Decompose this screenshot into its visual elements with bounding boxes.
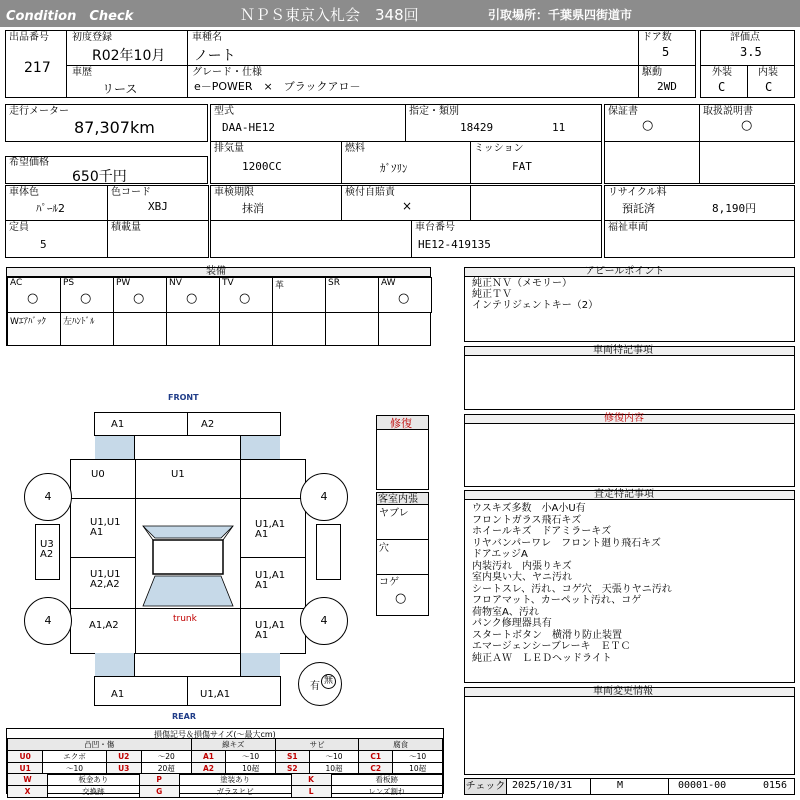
mileage-label: 走行メーター (9, 106, 69, 117)
rear-quarter-right-text: U1,A1 A1 (255, 620, 286, 641)
displacement-label: 排気量 (214, 143, 244, 154)
equipment-cell (7, 277, 61, 313)
legend-cell: 〜20 (141, 751, 191, 763)
legend-cell: K (291, 774, 331, 786)
inspection-notes-lines (472, 503, 672, 664)
front-bumper-right-text: A2 (201, 419, 215, 430)
color-code-value: XBJ (148, 200, 168, 213)
legend-header: 線キズ (191, 739, 275, 751)
mission-value: FAT (512, 160, 532, 173)
recycle-status: 預託済 (622, 202, 655, 215)
spec-label: 指定・類別 (409, 106, 459, 117)
doors-value: 5 (662, 45, 670, 59)
tire-rear-right-value: 4 (320, 614, 328, 627)
appeal-line: 純正ＮＶ（メモリー） (472, 278, 572, 289)
history-label: 車歴 (72, 67, 92, 78)
equipment-value: ○ (80, 291, 92, 306)
exterior-label: 外装 (712, 67, 732, 78)
price-value: 650千円 (72, 169, 127, 185)
legend-cell: U0 (8, 751, 43, 763)
legend-cell: ガラスヒビ (179, 786, 291, 798)
equipment-cell (378, 277, 432, 313)
inspection-note-line: エマージェンシーブレーキ ＥＴＣ (472, 641, 631, 652)
equipment-cell (113, 312, 167, 346)
legend-cell: U2 (106, 751, 141, 763)
front-fender-left-text: U1,U1 A1 (90, 517, 121, 538)
liability-value: × (402, 199, 413, 213)
lot-value: 217 (24, 60, 51, 76)
color-label: 車体色 (9, 187, 39, 198)
footer-code: 00001-00 (678, 780, 727, 791)
hood-left-text: U0 (91, 469, 105, 480)
tire-front-left-value: 4 (44, 490, 52, 503)
grade-value: e－POWER × ブラックアロ－ (194, 80, 361, 93)
tire-rear-right (300, 597, 348, 645)
hood-right-text: U1 (171, 469, 185, 480)
score-label: 評価点 (730, 32, 760, 43)
doors-label: ドア数 (642, 32, 672, 43)
equipment-value: ○ (398, 291, 410, 306)
equipment-cell (113, 277, 167, 313)
legend-cell: 塗装あり (179, 774, 291, 786)
legend-cell: U3 (106, 763, 141, 775)
rear-center (134, 653, 241, 677)
legend-cell: A2 (191, 763, 226, 775)
legend-cell: 看板跡 (331, 774, 442, 786)
legend-cell: X (8, 786, 48, 798)
warranty-value: ○ (642, 118, 654, 133)
equipment-label: SR (328, 278, 340, 288)
inspection-note-line: ホイールキズ ドアミラーキズ (472, 526, 612, 537)
inspection-note-line: 内装汚れ 内張りキズ (472, 560, 572, 572)
inspection-note-line: シートスレ、汚れ、コゲ穴 天張りヤニ汚れ (472, 583, 672, 595)
legend-cell: 20超 (141, 763, 191, 775)
footer-divider-2 (668, 778, 669, 795)
appeal-title: アピールポイント (585, 266, 665, 277)
equipment-label: TV (222, 278, 234, 288)
score-value: 3.5 (740, 45, 762, 59)
front-bumper-left-text: A1 (111, 419, 125, 430)
legend-cell: 〜10 (393, 751, 443, 763)
manual-value: ○ (741, 118, 753, 133)
color-value: ﾊﾟｰﾙ2 (36, 202, 65, 215)
legend-cell: 板金あり (48, 774, 140, 786)
front-corner-left (95, 436, 135, 460)
legend-cell: 〜10 (43, 763, 106, 775)
rear-quarter-left-text: A1,A2 (89, 620, 119, 631)
appeal-line: 純正ＴＶ (472, 289, 512, 300)
legend-cell: S1 (275, 751, 309, 763)
front-fender-right-text: U1,A1 A1 (255, 519, 286, 540)
welfare-label: 福祉車両 (608, 222, 648, 233)
equipment-cell (219, 277, 273, 313)
legend-cell: U1 (8, 763, 43, 775)
header-right-title: 引取場所：千葉県四街道市 (488, 8, 633, 22)
type-label: 型式 (214, 106, 234, 117)
inspection-label: 車検期限 (214, 187, 254, 198)
inspection-note-line: ドアエッジA (472, 549, 528, 560)
equipment-value: ○ (133, 291, 145, 306)
spec-value2: 11 (552, 121, 566, 134)
rear-corner-left (95, 653, 135, 677)
interior-label: 内装 (758, 67, 778, 78)
model-value: ノート (194, 48, 236, 64)
repair-content-title: 修復内容 (604, 413, 644, 424)
legend-header: 凸凹・傷 (8, 739, 192, 751)
equipment-label: 左ﾊﾝﾄﾞﾙ (63, 317, 95, 327)
lot-label: 出品番号 (9, 32, 49, 43)
appeal-line: インテリジェントキー（2） (472, 300, 599, 311)
repair-box-title: 修復 (390, 417, 412, 430)
legend-grid (7, 738, 443, 775)
tire-rear-left (24, 597, 72, 645)
change-info-title: 車両変更情報 (593, 686, 653, 697)
interior-item-1-label: ヤブレ (379, 508, 409, 519)
front-center (134, 436, 241, 460)
interior-item-3-value: ○ (395, 591, 407, 606)
rear-door-right-text: U1,A1 A1 (255, 570, 286, 591)
mission-label: ミッション (474, 143, 524, 154)
type-value: DAA-HE12 (222, 121, 275, 134)
spare-status-circle (321, 674, 336, 689)
legend-header: サビ (275, 739, 358, 751)
recycle-label: リサイクル料 (608, 187, 667, 198)
model-cell (187, 30, 639, 66)
manual-label: 取扱説明書 (703, 106, 753, 117)
interior-value: C (765, 80, 773, 94)
equipment-value: ○ (186, 291, 198, 306)
panel-rear-quarter-left (70, 608, 136, 654)
legend-cell: G (139, 786, 179, 798)
legend-title: 損傷記号＆損傷サイズ(〜最大cm) (154, 730, 276, 739)
recycle-value: 8,190円 (712, 202, 757, 215)
legend-cell: 10超 (226, 763, 276, 775)
interior-item-2-label: 穴 (379, 543, 389, 554)
trunk-label: trunk (173, 614, 197, 624)
header-center-title: ＮＰＳ東京入札会 348回 (240, 6, 419, 24)
equipment-value: ○ (239, 291, 251, 306)
spare-label: 有 (310, 681, 320, 692)
capacity-value: 5 (40, 238, 47, 251)
panel-front-bumper-left (94, 412, 188, 436)
equipment-label: PS (63, 278, 75, 288)
history-value: リース (102, 82, 138, 96)
equipment-cell (325, 312, 379, 346)
legend-cell: A1 (191, 751, 226, 763)
legend-cell: C1 (359, 751, 393, 763)
footer-divider-1 (590, 778, 591, 795)
footer-check-label: チェック (465, 781, 506, 792)
equipment-label: PW (116, 278, 131, 288)
equipment-cell (7, 312, 61, 346)
equipment-cell (166, 312, 220, 346)
interior-box-title: 客室内張 (378, 494, 418, 505)
left-mirror-text: U3 A2 (40, 539, 54, 560)
row2-blank-divider (699, 141, 700, 184)
rear-corner-right (240, 653, 280, 677)
panel-hood-right (240, 459, 306, 499)
legend-cell: 10超 (309, 763, 359, 775)
fuel-label: 燃料 (345, 143, 365, 154)
equipment-cell (60, 312, 114, 346)
first-reg-value: R02年10月 (92, 48, 166, 64)
equipment-cell (219, 312, 273, 346)
appeal-lines (472, 278, 598, 311)
legend-cell: 10超 (393, 763, 443, 775)
displacement-value: 1200CC (242, 160, 282, 173)
legend-cell: 交換跡 (48, 786, 140, 798)
legend-cell: 〜10 (226, 751, 276, 763)
panel-hood-center (135, 459, 241, 499)
chassis-value: HE12-419135 (418, 238, 491, 251)
interior-item-3-label: コゲ (379, 577, 399, 588)
legend-cell: 〜10 (309, 751, 359, 763)
inspection-note-line: パンク修理器具有 (472, 618, 552, 629)
load-label: 積載量 (111, 222, 141, 233)
row3-blank-2 (210, 220, 412, 258)
equipment-cell (60, 277, 114, 313)
equipment-title: 装備 (206, 266, 226, 277)
drive-label: 駆動 (642, 67, 662, 78)
panel-right-mirror (316, 524, 341, 580)
equipment-label: AW (381, 278, 396, 288)
chassis-label: 車台番号 (415, 222, 455, 233)
fuel-value: ｶﾞｿﾘﾝ (380, 162, 408, 175)
diagram-front-label: FRONT (168, 393, 199, 402)
equipment-cell (272, 277, 326, 313)
equipment-label: 革 (275, 281, 285, 291)
footer-date: 2025/10/31 (512, 780, 573, 791)
tire-front-right (300, 473, 348, 521)
inspection-note-line: リヤバンパーワレ フロント廻り飛石キズ (472, 537, 661, 549)
equipment-label: NV (169, 278, 182, 288)
inspection-note-line: 荷物室A、汚れ (472, 606, 539, 618)
price-label: 希望価格 (9, 157, 49, 168)
rear-door-left-text: U1,U1 A2,A2 (90, 569, 121, 590)
inspection-note-line: フロアマット、カーペット汚れ、コゲ (472, 595, 642, 606)
legend-header: 腐食 (359, 739, 443, 751)
mileage-value: 87,307km (74, 118, 155, 137)
warranty-label: 保証書 (608, 106, 638, 117)
grade-label: グレード・仕様 (192, 67, 262, 78)
footer-number: 0156 (763, 780, 788, 791)
inspection-notes-title: 査定特記事項 (594, 489, 654, 500)
legend-cell: L (291, 786, 331, 798)
tire-rear-left-value: 4 (44, 614, 52, 627)
tire-front-left (24, 473, 72, 521)
cabin-drawing (135, 498, 241, 609)
legend-cell: S2 (275, 763, 309, 775)
legend-cell: C2 (359, 763, 393, 775)
inspection-note-line: 純正ＡＷ ＬＥＤヘッドライト (472, 652, 612, 664)
inspection-note-line: ウスキズ多数 小A小U有 (472, 503, 586, 514)
model-label: 車種名 (192, 32, 222, 43)
rear-bumper-right-text: U1,A1 (200, 689, 231, 700)
liability-label: 検付自賠責 (345, 187, 395, 198)
color-code-label: 色コード (111, 187, 151, 198)
legend-grid-2 (7, 773, 443, 798)
equipment-label: Wｴｱﾊﾞｯｸ (10, 317, 46, 327)
diagram-rear-label: REAR (172, 712, 196, 721)
inspection-value: 抹消 (242, 202, 264, 215)
rear-bumper-left-text: A1 (111, 689, 125, 700)
special-title: 車両特記事項 (593, 345, 653, 356)
header-left-title: Condition Check (6, 9, 134, 24)
equipment-value: ○ (27, 291, 39, 306)
first-reg-label: 初度登録 (72, 32, 112, 43)
equipment-label: AC (10, 278, 23, 288)
repair-content-box (464, 414, 795, 487)
inspection-note-line: フロントガラス飛石キズ (472, 514, 582, 526)
change-info-box (464, 687, 795, 775)
legend-cell: W (8, 774, 48, 786)
legend-cell: エクボ (43, 751, 106, 763)
equipment-cell (325, 277, 379, 313)
footer-checker: M (617, 780, 624, 791)
interior-divider-2 (376, 574, 429, 575)
row3-mid-blank (470, 185, 602, 221)
drive-value: 2WD (657, 80, 677, 93)
panel-rear-bumper-left (94, 676, 188, 706)
capacity-label: 定員 (9, 222, 29, 233)
exterior-value: C (718, 80, 726, 94)
front-corner-right (240, 436, 280, 460)
inspection-note-line: スタートボタン 横滑り防止装置 (472, 629, 622, 641)
equipment-cell (272, 312, 326, 346)
tire-front-right-value: 4 (320, 490, 328, 503)
interior-divider-1 (376, 539, 429, 540)
inspection-note-line: 室内臭い大、ヤニ汚れ (472, 572, 572, 583)
legend-cell: レンズ割れ (331, 786, 442, 798)
spec-value1: 18429 (460, 121, 494, 134)
legend-cell: P (139, 774, 179, 786)
equipment-cell (166, 277, 220, 313)
spare-status: 無 (323, 676, 333, 686)
